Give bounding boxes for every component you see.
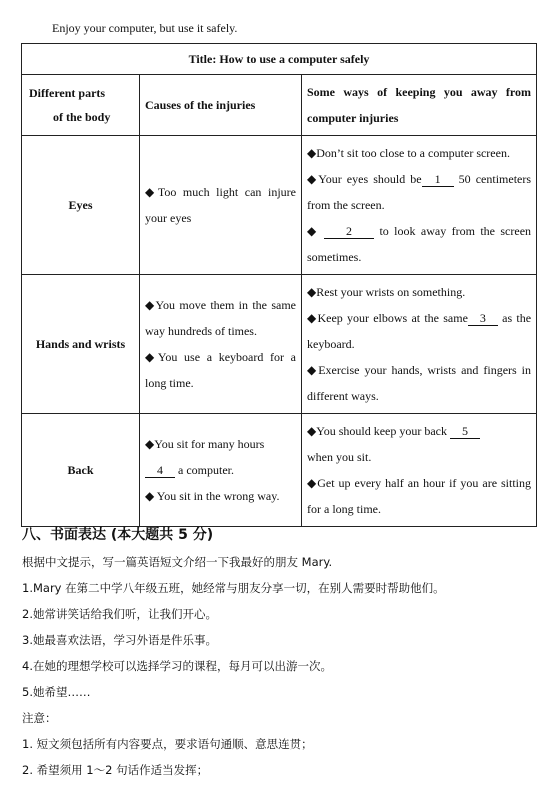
cause-item: ◆You sit for many hours [145, 437, 265, 451]
blank-5[interactable]: 5 [450, 424, 480, 439]
row-part-eyes: Eyes [22, 136, 140, 275]
note-item: 2. 希望须用 1～2 句话作适当发挥； [22, 763, 209, 777]
row-cause-back [140, 414, 302, 527]
cause-item: ◆You move them in the same way hundreds of times. [145, 298, 296, 338]
blank-1[interactable]: 1 [422, 172, 454, 187]
way-item: ◆Keep your elbows at the same 3 as the keyboard. [307, 311, 532, 351]
row-part-back: Back [22, 414, 140, 527]
note-item: 1. 短文须包括所有内容要点，要求语句通顺、意思连贯； [22, 737, 313, 751]
header-ways: Some ways of keeping you away from computer injuries [302, 75, 537, 136]
writing-task [22, 549, 537, 783]
table-header-row [22, 75, 537, 136]
note-label: 注意： [22, 711, 57, 725]
header-body-parts-line2: of the body [53, 110, 111, 124]
way-item: ◆Your eyes should be 1 50 centimeters from the screen. [307, 172, 532, 212]
safety-table [21, 43, 537, 527]
blank-3[interactable]: 3 [468, 311, 498, 326]
table-row-back [22, 414, 537, 527]
header-causes: Causes of the injuries [140, 75, 302, 136]
point-item: 1.Mary 在第二中学八年级五班，她经常与朋友分享一切，在别人需要时帮助他们。 [22, 581, 445, 595]
row-ways-hands [302, 275, 537, 414]
header-body-parts-line1: Different parts [29, 86, 106, 100]
point-item: 2.她常讲笑话给我们听，让我们开心。 [22, 607, 217, 621]
row-part-hands: Hands and wrists [22, 275, 140, 414]
way-item: ◆Rest your wrists on something. [307, 285, 466, 299]
table-row-hands [22, 275, 537, 414]
row-ways-eyes [302, 136, 537, 275]
table-title: Title: How to use a computer safely [22, 44, 537, 75]
table-row-eyes [22, 136, 537, 275]
row-cause-hands [140, 275, 302, 414]
row-ways-back [302, 414, 537, 527]
way-item: ◆Get up every half an hour if you are sitting for a long time. [307, 476, 532, 516]
header-body-parts [22, 75, 140, 136]
point-item: 4.在她的理想学校可以选择学习的课程，每月可以出游一次。 [22, 659, 332, 673]
way-item: when you sit. [307, 450, 372, 464]
cause-item: 4 a computer. [145, 457, 296, 483]
way-item: ◆Exercise your hands, wrists and fingers in different ways. [307, 363, 532, 403]
intro-text: Enjoy your computer, but use it safely. [52, 21, 238, 35]
point-item: 5.她希望…… [22, 685, 91, 699]
row-cause-eyes: ◆Too much light can injure your eyes [140, 136, 302, 275]
cause-item: ◆ You sit in the wrong way. [145, 489, 280, 503]
section-title: 八、书面表达 (本大题共 5 分) [22, 527, 214, 543]
task-prompt: 根据中文提示，写一篇英语短文介绍一下我最好的朋友 Mary. [22, 555, 333, 569]
cause-item: ◆You use a keyboard for a long time. [145, 350, 296, 390]
blank-4[interactable]: 4 [145, 463, 175, 478]
way-item: ◆ 2 to look away from the screen sometimes. [307, 224, 532, 264]
way-item: ◆Don’t sit too close to a computer screen. [307, 146, 510, 160]
blank-2[interactable]: 2 [324, 224, 374, 239]
way-item: ◆You should keep your back 5 [307, 418, 531, 444]
table-title-row [22, 44, 537, 75]
point-item: 3.她最喜欢法语，学习外语是件乐事。 [22, 633, 217, 647]
